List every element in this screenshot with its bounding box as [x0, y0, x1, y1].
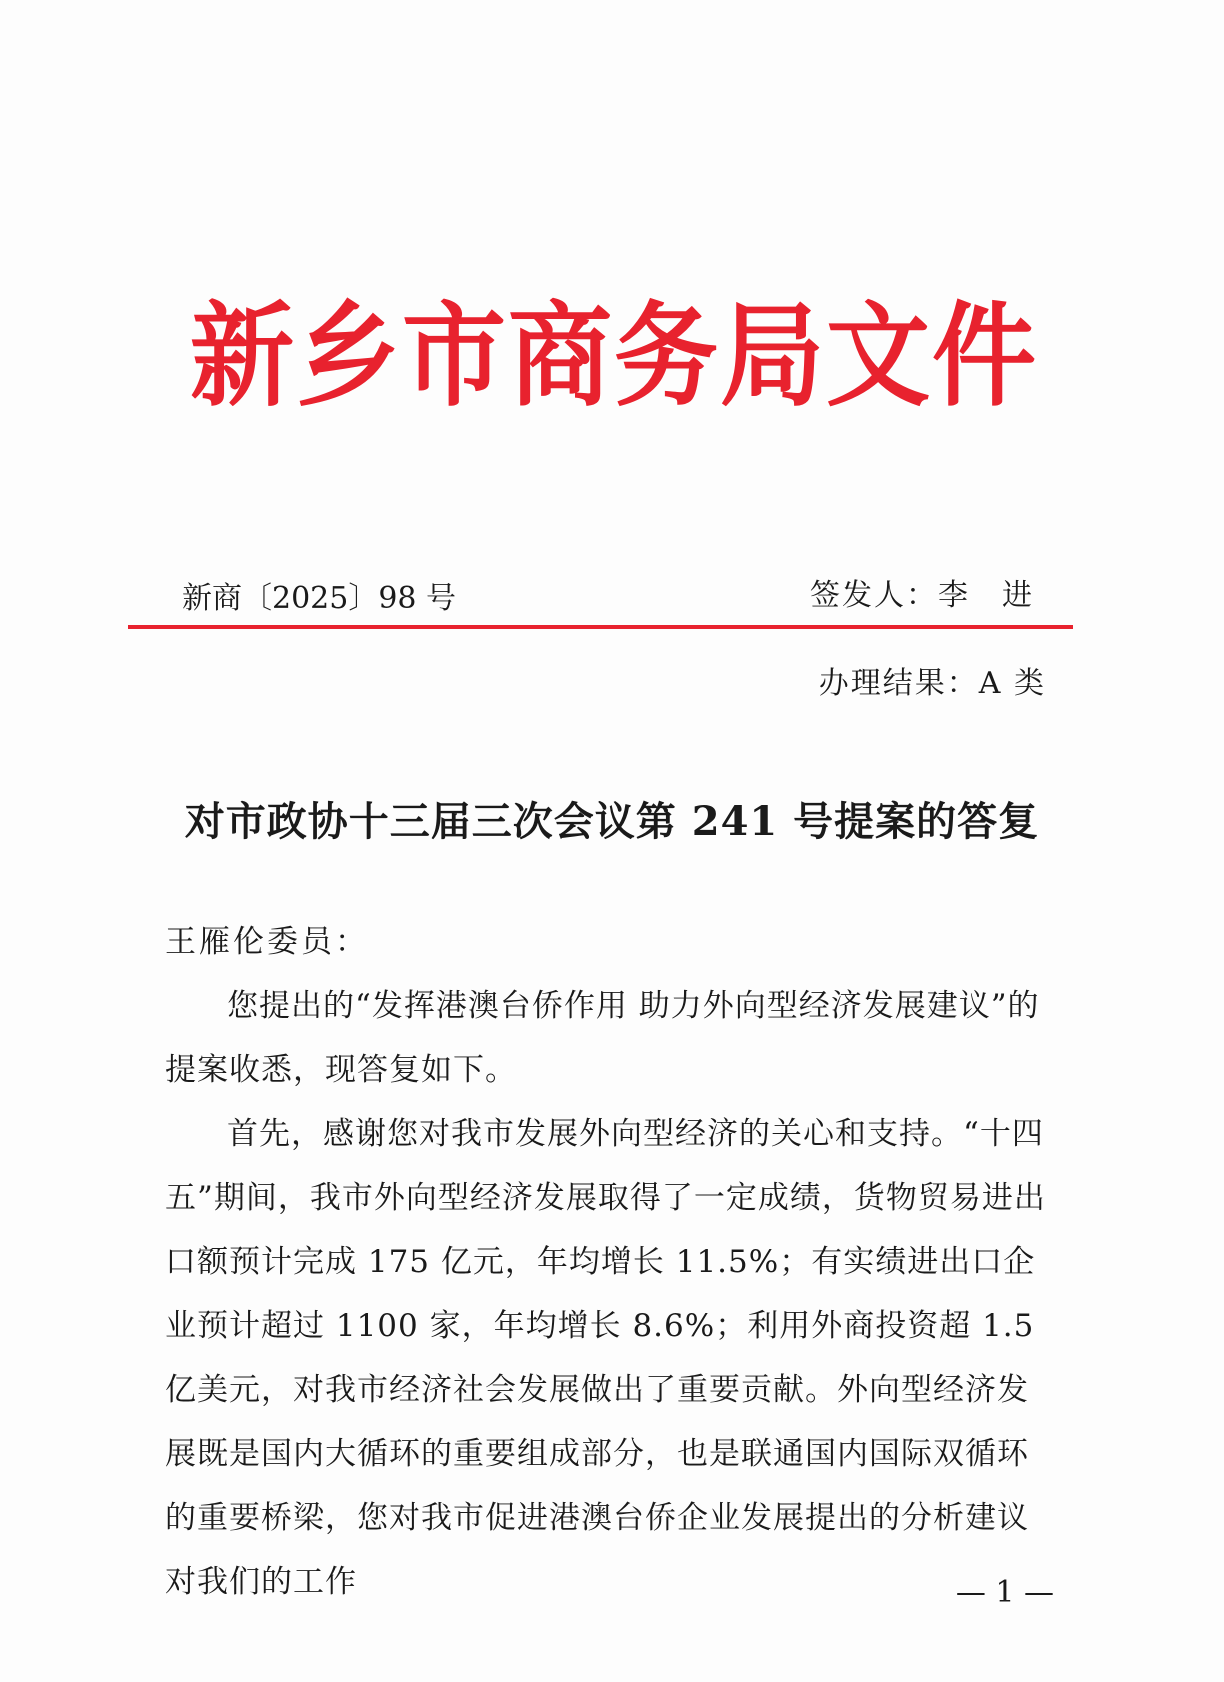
document-number: 新商〔2025〕98 号: [182, 581, 457, 616]
red-divider-line: [128, 625, 1073, 629]
body-paragraph: 您提出的“发挥港澳台侨作用 助力外向型经济发展建议”的提案收悉，现答复如下。: [165, 988, 1040, 1088]
document-title: 对市政协十三届三次会议第 241 号提案的答复: [184, 798, 1040, 845]
handling-result: 办理结果：A 类: [818, 666, 1046, 701]
document-body: [165, 910, 1055, 1614]
body-paragraph: 首先，感谢您对我市发展外向型经济的关心和支持。“十四五”期间，我市外向型经济发展取得了一定成绩，货物贸易进出口额预计完成 175 亿元，年均增长 11.5%；有实绩进出口企业预计超过 1100 家，年均增长 8.6%；利用外商投资超 1.5 亿美元，对我市经济社会发展做出了重要贡献。外向型经济发展既是国内大循环的重要组成部分，也是联通国内国际双循环的重要桥梁，您对我市促进港澳台侨企业发展提出的分析建议对我们的工作: [165, 1116, 1046, 1600]
document-masthead: 新乡市商务局文件: [190, 289, 1039, 423]
signer: 签发人：李 进: [810, 578, 1034, 613]
page-number: — 1 —: [955, 1575, 1054, 1610]
salutation: 王雁伦委员：: [165, 924, 369, 960]
